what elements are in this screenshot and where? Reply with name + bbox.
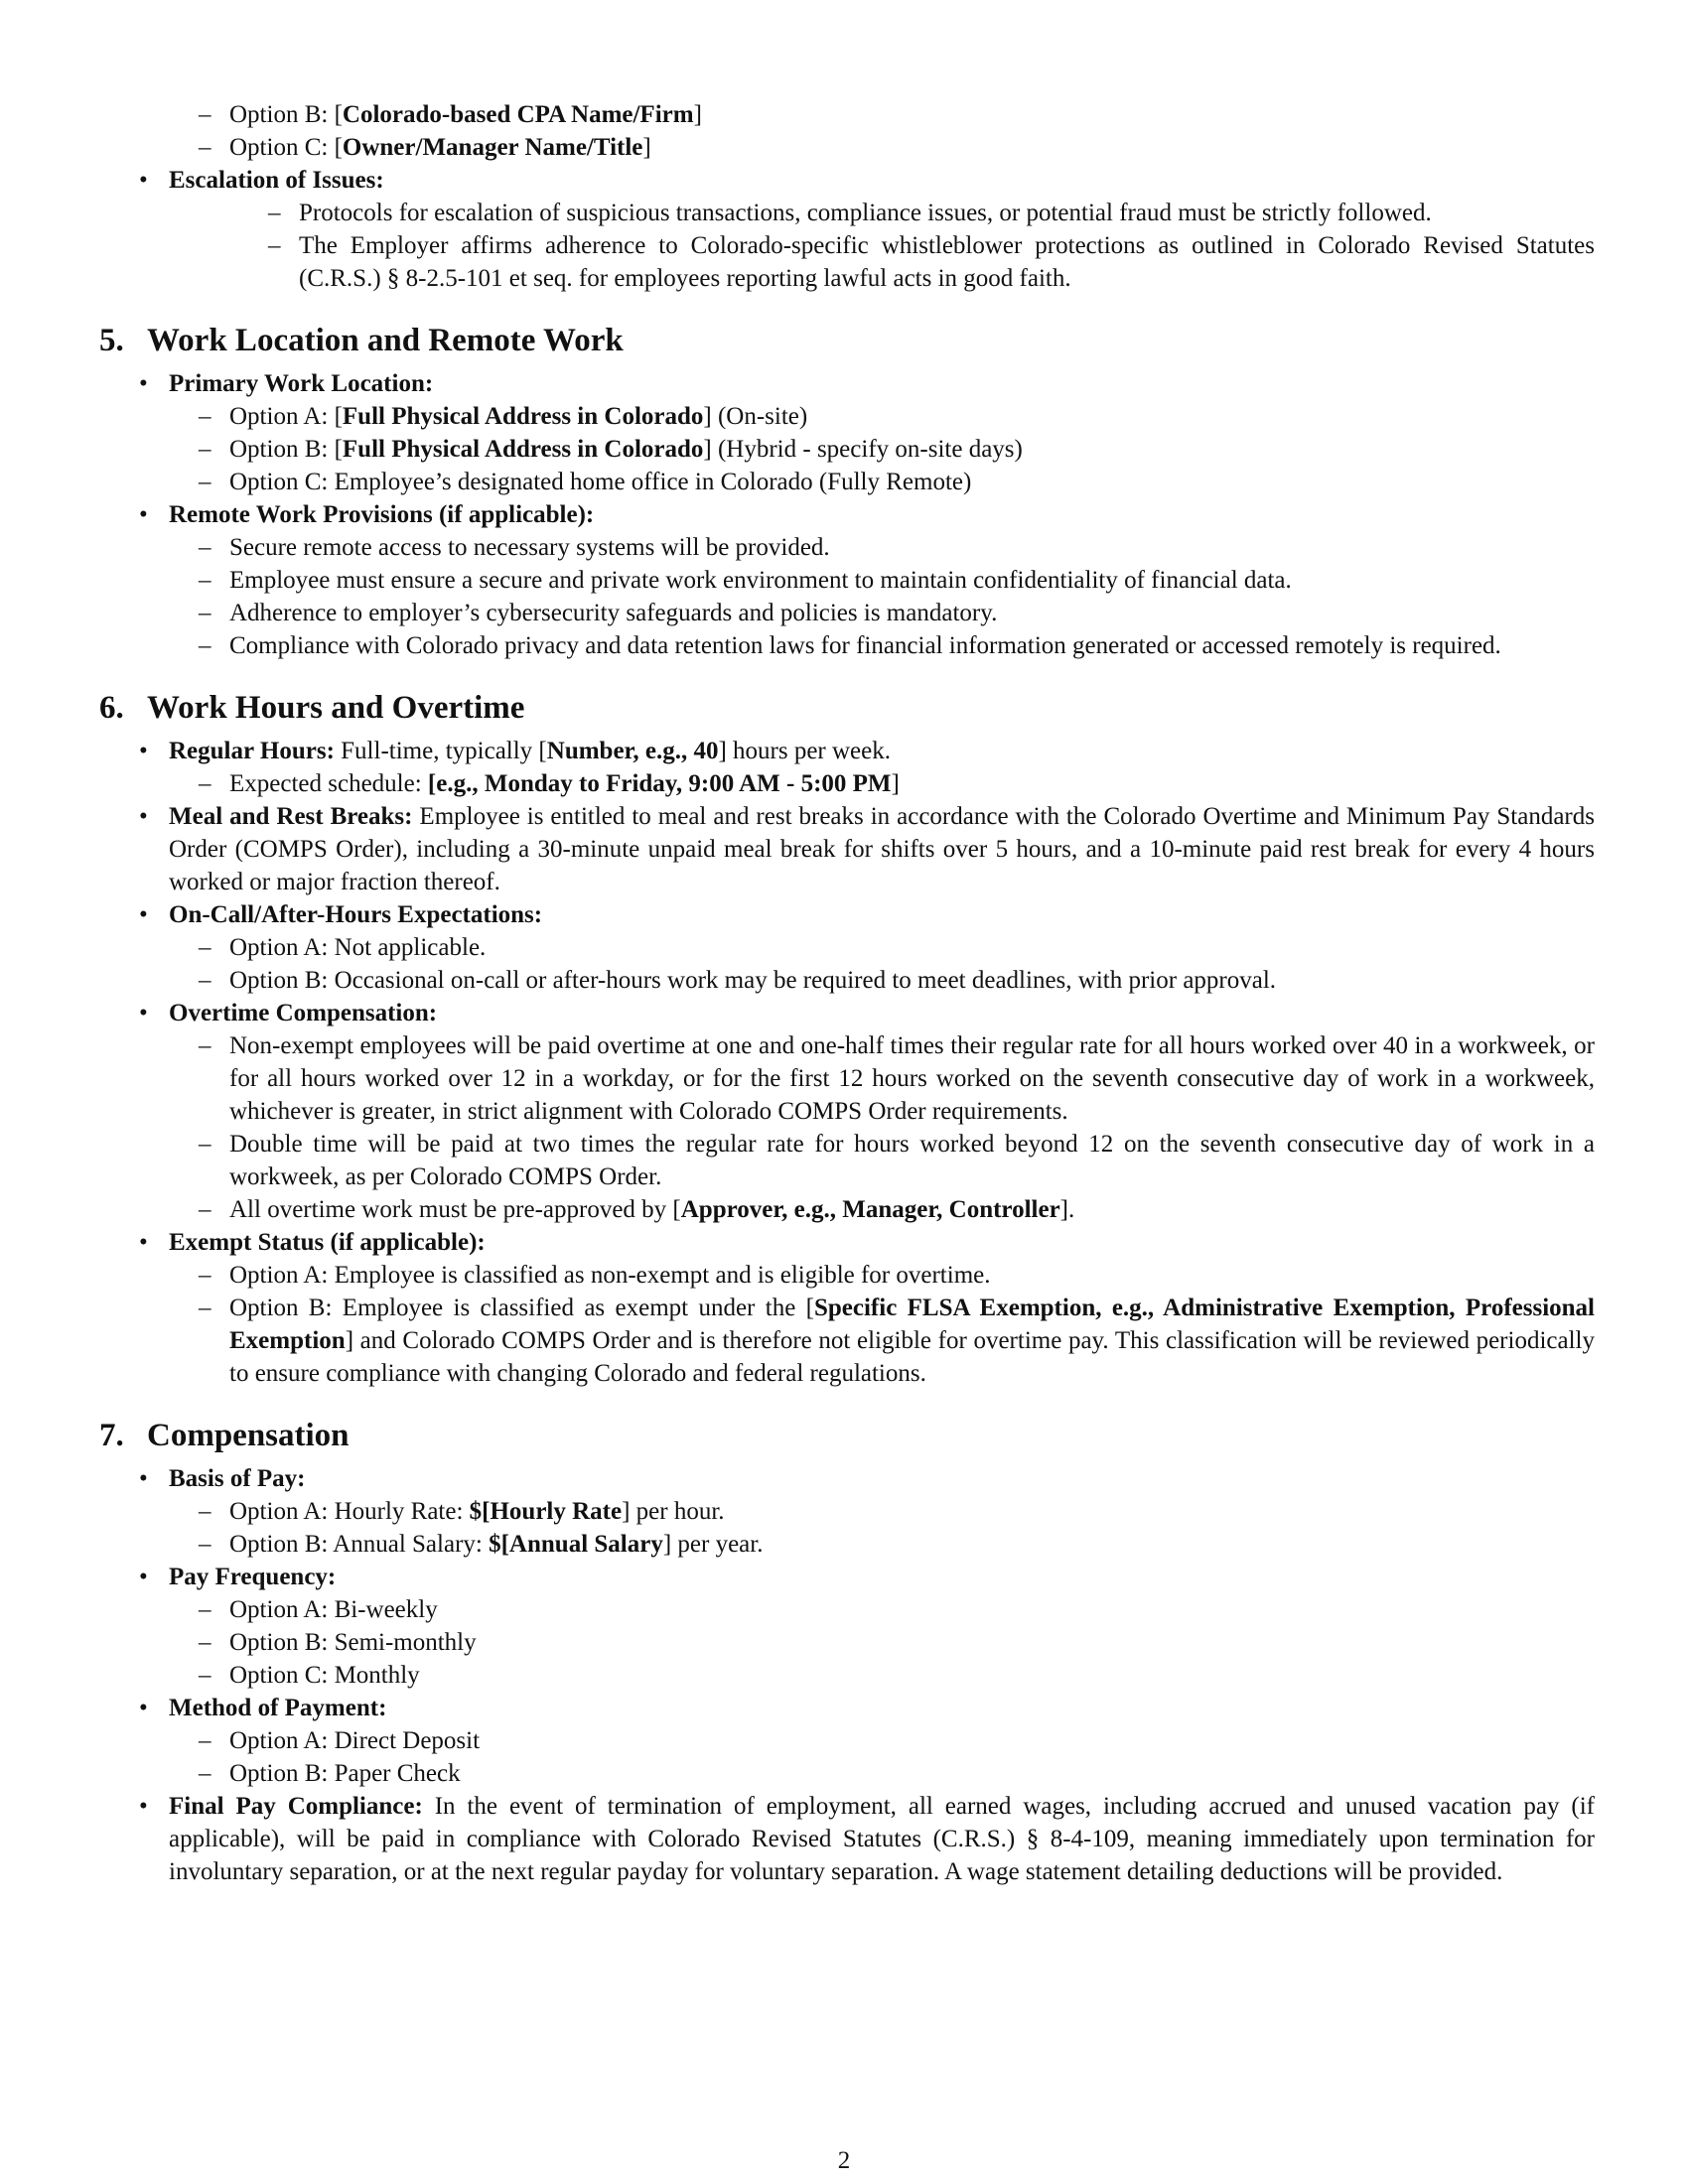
list-item	[99, 498, 1595, 662]
list-item	[99, 898, 1595, 997]
section-5	[99, 320, 1595, 662]
item-heading: Overtime Compensation:	[169, 1000, 438, 1026]
section-7	[99, 1415, 1595, 1888]
item-heading: On-Call/After-Hours Expectations:	[169, 901, 543, 928]
item-heading: Basis of Pay:	[169, 1465, 306, 1492]
list-item: – All overtime work must be pre-approved by [Approver, e.g., Manager, Controller].	[169, 1193, 1595, 1226]
section-continuation	[99, 98, 1595, 295]
item-heading: Meal and Rest Breaks:	[169, 803, 413, 830]
item-heading: Remote Work Provisions (if applicable):	[169, 501, 595, 528]
list-item: – Employee must ensure a secure and private work environment to maintain confidentiality of financial data.	[169, 564, 1595, 597]
list-item	[99, 1462, 1595, 1561]
list-item: – Option A: [Full Physical Address in Colorado] (On-site)	[169, 400, 1595, 433]
list-item: • Regular Hours: Full-time, typically [Number, e.g., 40] hours per week. – Expected schedule: [e.g., Monday to Friday, 9:00 AM - 5:00 PM]	[99, 735, 1595, 800]
list-item: – Option B: Employee is classified as exempt under the [Specific FLSA Exemption, e.g., Administrative Exemption, Professional Exemption] and Colorado COMPS Order and is therefore not eligible for overtime pay. This classification will be reviewed periodically to ensure compliance with changing Colorado and federal regulations.	[169, 1292, 1595, 1390]
section-6	[99, 687, 1595, 1390]
list-item	[99, 367, 1595, 498]
list-item: – Compliance with Colorado privacy and data retention laws for financial information generated or accessed remotely is required.	[169, 629, 1595, 662]
list-item: – Option B: Occasional on-call or after-hours work may be required to meet deadlines, with prior approval.	[169, 964, 1595, 997]
item-heading: Escalation of Issues:	[169, 167, 384, 194]
section-heading: 6. Work Hours and Overtime	[99, 690, 525, 726]
list-item: – Expected schedule: [e.g., Monday to Friday, 9:00 AM - 5:00 PM]	[169, 767, 1595, 800]
page-content	[99, 98, 1595, 1888]
list-item: • Final Pay Compliance: In the event of termination of employment, all earned wages, including accrued and unused vacation pay (if applicable), will be paid in compliance with Colorado Revised Statutes (C.R.S.) § 8-4-109, meaning immediately upon termination for involuntary separation, or at the next regular payday for voluntary separation. A wage statement detailing deductions will be provided.	[99, 1790, 1595, 1888]
list-item: – Option B: Semi-monthly	[169, 1626, 1595, 1659]
list-item: – Option C: Monthly	[169, 1659, 1595, 1692]
list-item	[99, 1226, 1595, 1390]
escalation-list	[99, 164, 1595, 295]
list-item: – Option A: Hourly Rate: $[Hourly Rate] per hour.	[169, 1495, 1595, 1528]
page-number: 2	[837, 2147, 851, 2174]
list-item: – Option C: Employee’s designated home office in Colorado (Fully Remote)	[169, 466, 1595, 498]
list-item: – Secure remote access to necessary systems will be provided.	[169, 531, 1595, 564]
item-heading: Regular Hours:	[169, 738, 335, 764]
list-item: – The Employer affirms adherence to Colorado-specific whistleblower protections as outlined in Colorado Revised Statutes (C.R.S.) § 8-2.5-101 et seq. for employees reporting lawful acts in good faith.	[238, 229, 1595, 295]
section-heading: 5. Work Location and Remote Work	[99, 323, 624, 358]
item-heading: Exempt Status (if applicable):	[169, 1229, 486, 1256]
list-item	[99, 164, 1595, 295]
list-item: – Adherence to employer’s cybersecurity safeguards and policies is mandatory.	[169, 597, 1595, 629]
continued-options-list	[99, 98, 1595, 164]
list-item: – Option A: Employee is classified as non-exempt and is eligible for overtime.	[169, 1259, 1595, 1292]
list-item: – Option B: [Colorado-based CPA Name/Firm]	[169, 98, 1595, 131]
list-item: – Option A: Direct Deposit	[169, 1724, 1595, 1757]
list-item	[99, 1561, 1595, 1692]
list-item	[99, 1692, 1595, 1790]
item-heading: Method of Payment:	[169, 1695, 387, 1721]
list-item: – Double time will be paid at two times the regular rate for hours worked beyond 12 on the seventh consecutive day of work in a workweek, as per Colorado COMPS Order.	[169, 1128, 1595, 1193]
list-item: – Option A: Not applicable.	[169, 931, 1595, 964]
list-item: – Option A: Bi-weekly	[169, 1593, 1595, 1626]
item-heading: Primary Work Location:	[169, 370, 434, 397]
list-item: – Option B: Paper Check	[169, 1757, 1595, 1790]
list-item: • Meal and Rest Breaks: Employee is entitled to meal and rest breaks in accordance with the Colorado Overtime and Minimum Pay Standards Order (COMPS Order), including a 30-minute unpaid meal break for shifts over 5 hours, and a 10-minute paid rest break for every 4 hours worked or major fraction thereof.	[99, 800, 1595, 898]
list-item: – Option B: Annual Salary: $[Annual Salary] per year.	[169, 1528, 1595, 1561]
item-heading: Final Pay Compliance:	[169, 1793, 423, 1820]
list-item: – Non-exempt employees will be paid overtime at one and one-half times their regular rate for all hours worked over 40 in a workweek, or for all hours worked over 12 in a workday, or for the first 12 hours worked on the seventh consecutive day of work in a workweek, whichever is greater, in strict alignment with Colorado COMPS Order requirements.	[169, 1029, 1595, 1128]
list-item: – Option B: [Full Physical Address in Colorado] (Hybrid - specify on-site days)	[169, 433, 1595, 466]
list-item: – Option C: [Owner/Manager Name/Title]	[169, 131, 1595, 164]
list-item: – Protocols for escalation of suspicious transactions, compliance issues, or potential fraud must be strictly followed.	[238, 197, 1595, 229]
list-item	[99, 997, 1595, 1226]
item-heading: Pay Frequency:	[169, 1564, 337, 1590]
section-heading: 7. Compensation	[99, 1418, 350, 1453]
